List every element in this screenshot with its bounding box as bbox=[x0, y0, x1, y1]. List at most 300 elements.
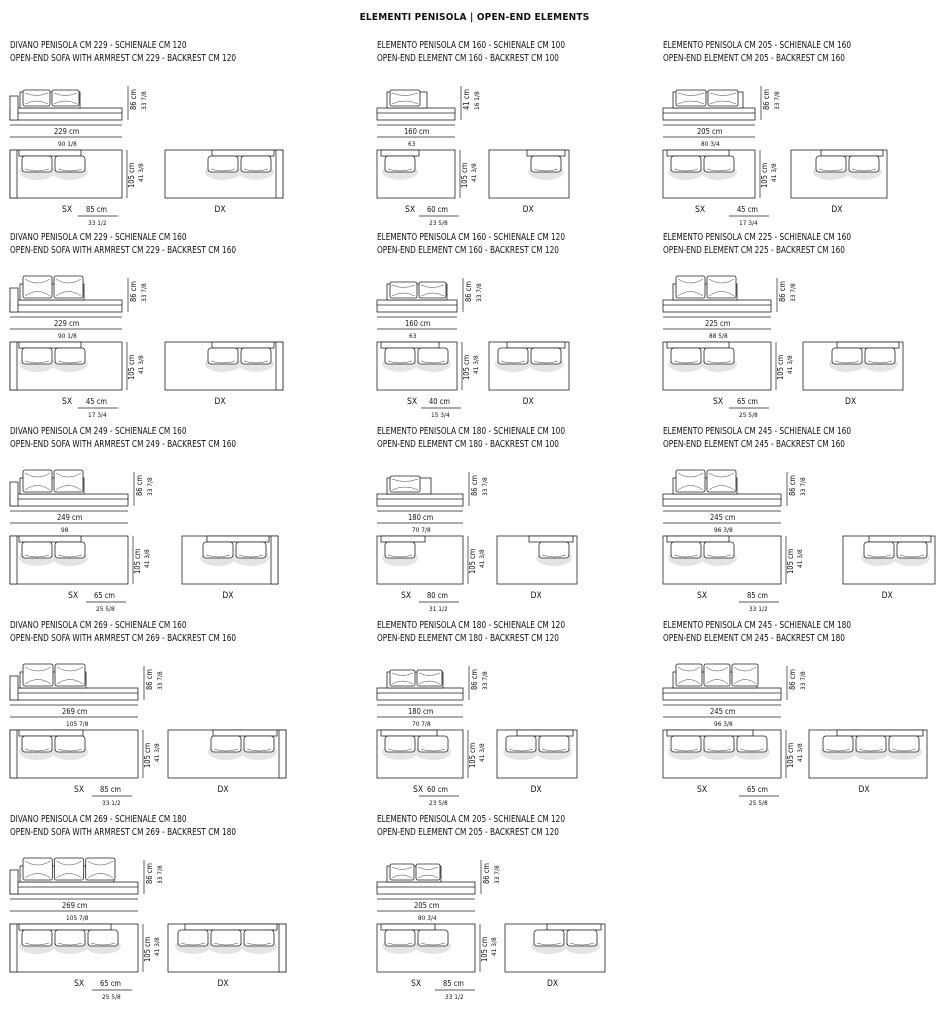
title-en: OPEN-END ELEMENT CM 160 - BACKREST CM 100 bbox=[377, 53, 559, 64]
plan-back bbox=[19, 536, 81, 542]
front-view bbox=[10, 470, 154, 534]
plan-back bbox=[212, 342, 274, 348]
title-en: OPEN-END ELEMENT CM 180 - BACKREST CM 120 bbox=[377, 633, 559, 644]
label-dx: DX bbox=[547, 979, 559, 989]
depth-in: 41 3/8 bbox=[153, 743, 161, 762]
plan-arm bbox=[276, 150, 283, 198]
peninsula-cm: 45 cm bbox=[737, 205, 759, 214]
depth-cm: 105 cm bbox=[468, 548, 477, 574]
seat-base bbox=[663, 300, 771, 312]
width-in: 105 7/8 bbox=[66, 720, 89, 728]
back-pillow bbox=[708, 90, 738, 106]
plan-sx bbox=[377, 150, 478, 198]
title-en: OPEN-END SOFA WITH ARMREST CM 229 - BACKREST CM 160 bbox=[10, 245, 237, 256]
sofa-drawing bbox=[10, 814, 310, 1010]
plan-arm bbox=[10, 924, 17, 972]
element-cell-245-160 bbox=[663, 426, 949, 622]
seat-base bbox=[663, 688, 781, 700]
plan-dx bbox=[803, 342, 903, 390]
width-in: 70 7/8 bbox=[412, 720, 431, 728]
depth-cm: 105 cm bbox=[127, 354, 136, 380]
label-dx: DX bbox=[217, 979, 229, 989]
sofa-drawing bbox=[663, 620, 949, 816]
back-pillow bbox=[52, 90, 79, 106]
depth-cm: 105 cm bbox=[460, 162, 469, 188]
title-it: DIVANO PENISOLA CM 249 - SCHIENALE CM 160 bbox=[10, 426, 187, 437]
peninsula-in: 33 1/2 bbox=[445, 993, 464, 1001]
height-in: 33 7/8 bbox=[146, 477, 154, 496]
width-in: 105 7/8 bbox=[66, 914, 89, 922]
sofa-drawing bbox=[377, 40, 677, 236]
label-sx: SX bbox=[407, 397, 418, 407]
back-pillow bbox=[390, 90, 420, 106]
depth-in: 41 3/8 bbox=[143, 549, 151, 568]
plan-arm bbox=[10, 730, 17, 778]
label-sx: SX bbox=[62, 205, 73, 215]
back-pillow bbox=[676, 90, 706, 106]
width-in: 90 1/8 bbox=[58, 332, 77, 340]
title-en: OPEN-END SOFA WITH ARMREST CM 269 - BACKREST CM 180 bbox=[10, 827, 237, 838]
plan-back bbox=[381, 924, 435, 930]
element-cell-225-160 bbox=[663, 232, 949, 428]
sofa-drawing bbox=[663, 40, 949, 236]
height-cm: 86 cm bbox=[762, 88, 771, 110]
label-dx: DX bbox=[214, 205, 226, 215]
front-view bbox=[10, 858, 164, 922]
width-in: 96 3/8 bbox=[714, 720, 733, 728]
plan-back bbox=[19, 150, 81, 156]
plan-back bbox=[821, 150, 883, 156]
width-cm: 205 cm bbox=[697, 127, 723, 136]
sofa-drawing bbox=[10, 232, 310, 428]
peninsula-cm: 85 cm bbox=[443, 979, 465, 988]
height-in: 33 7/8 bbox=[493, 865, 501, 884]
plan-back bbox=[212, 150, 274, 156]
plan-back bbox=[869, 536, 931, 542]
title-it: DIVANO PENISOLA CM 229 - SCHIENALE CM 120 bbox=[10, 40, 187, 51]
height-cm: 86 cm bbox=[464, 280, 473, 302]
width-cm: 245 cm bbox=[710, 707, 736, 716]
width-in: 63 bbox=[409, 332, 417, 340]
label-dx: DX bbox=[522, 397, 534, 407]
sofa-drawing bbox=[10, 620, 310, 816]
plan-arm bbox=[276, 342, 283, 390]
width-cm: 205 cm bbox=[414, 901, 440, 910]
label-sx: SX bbox=[713, 397, 724, 407]
armrest bbox=[10, 676, 18, 700]
height-in: 33 7/8 bbox=[799, 477, 807, 496]
front-view bbox=[10, 664, 164, 728]
label-dx: DX bbox=[858, 785, 870, 795]
title-en: OPEN-END ELEMENT CM 245 - BACKREST CM 180 bbox=[663, 633, 845, 644]
depth-in: 41 3/8 bbox=[472, 355, 480, 374]
plan-dx bbox=[843, 536, 935, 584]
sofa-drawing bbox=[377, 426, 677, 622]
label-dx: DX bbox=[530, 591, 542, 601]
height-in: 33 7/8 bbox=[481, 671, 489, 690]
label-sx: SX bbox=[695, 205, 706, 215]
label-dx: DX bbox=[831, 205, 843, 215]
peninsula-in: 15 3/4 bbox=[431, 411, 450, 419]
peninsula-cm: 65 cm bbox=[737, 397, 759, 406]
title-en: OPEN-END SOFA WITH ARMREST CM 229 - BACKREST CM 120 bbox=[10, 53, 237, 64]
element-cell-160-100 bbox=[377, 40, 677, 236]
width-cm: 249 cm bbox=[57, 513, 83, 522]
plan-dx bbox=[791, 150, 887, 198]
plan-dx bbox=[165, 342, 283, 390]
plan-sx bbox=[377, 730, 486, 778]
peninsula-cm: 60 cm bbox=[427, 785, 449, 794]
title-it: DIVANO PENISOLA CM 269 - SCHIENALE CM 160 bbox=[10, 620, 187, 631]
plan-dx bbox=[489, 342, 569, 390]
seat-base bbox=[377, 688, 463, 700]
depth-cm: 105 cm bbox=[468, 742, 477, 768]
peninsula-in: 25 5/8 bbox=[749, 799, 768, 807]
plan-sx bbox=[10, 342, 145, 390]
peninsula-in: 33 1/2 bbox=[102, 799, 121, 807]
plan-back bbox=[213, 730, 277, 736]
element-cell-180-100 bbox=[377, 426, 677, 622]
plan-back bbox=[185, 924, 277, 930]
height-cm: 86 cm bbox=[788, 668, 797, 690]
label-dx: DX bbox=[222, 591, 234, 601]
title-en: OPEN-END ELEMENT CM 205 - BACKREST CM 120 bbox=[377, 827, 559, 838]
armrest bbox=[10, 870, 18, 894]
peninsula-in: 23 5/8 bbox=[429, 799, 448, 807]
plan-arm bbox=[279, 924, 286, 972]
seat-base bbox=[377, 108, 455, 120]
seat-base bbox=[10, 494, 128, 506]
plan-arm bbox=[10, 150, 17, 198]
front-view bbox=[377, 278, 483, 340]
back-pillow bbox=[419, 282, 446, 298]
height-in: 33 7/8 bbox=[156, 671, 164, 690]
title-it: DIVANO PENISOLA CM 229 - SCHIENALE CM 160 bbox=[10, 232, 187, 243]
title-en: OPEN-END ELEMENT CM 245 - BACKREST CM 160 bbox=[663, 439, 845, 450]
width-cm: 180 cm bbox=[408, 513, 434, 522]
armrest bbox=[10, 482, 18, 506]
peninsula-cm: 85 cm bbox=[86, 205, 108, 214]
label-dx: DX bbox=[881, 591, 893, 601]
title-it: ELEMENTO PENISOLA CM 160 - SCHIENALE CM 120 bbox=[377, 232, 566, 243]
height-cm: 86 cm bbox=[145, 862, 154, 884]
label-sx: SX bbox=[697, 785, 708, 795]
label-sx: SX bbox=[405, 205, 416, 215]
title-it: ELEMENTO PENISOLA CM 245 - SCHIENALE CM 160 bbox=[663, 426, 852, 437]
width-in: 96 3/8 bbox=[714, 526, 733, 534]
width-in: 98 bbox=[61, 526, 69, 534]
label-dx: DX bbox=[217, 785, 229, 795]
label-sx: SX bbox=[68, 591, 79, 601]
plan-arm bbox=[271, 536, 278, 584]
plan-back bbox=[667, 342, 729, 348]
width-in: 88 5/8 bbox=[709, 332, 728, 340]
peninsula-in: 17 3/4 bbox=[739, 219, 758, 227]
back-pillow bbox=[23, 90, 50, 106]
plan-back bbox=[529, 536, 573, 542]
title-en: OPEN-END SOFA WITH ARMREST CM 249 - BACKREST CM 160 bbox=[10, 439, 237, 450]
plan-sx bbox=[10, 730, 161, 778]
width-cm: 245 cm bbox=[710, 513, 736, 522]
plan-dx bbox=[505, 924, 605, 972]
width-cm: 269 cm bbox=[62, 707, 88, 716]
front-view bbox=[377, 86, 481, 148]
sofa-drawing bbox=[377, 232, 677, 428]
front-view bbox=[377, 860, 501, 922]
plan-back bbox=[381, 536, 425, 542]
depth-in: 41 3/8 bbox=[470, 163, 478, 182]
title-en: OPEN-END SOFA WITH ARMREST CM 269 - BACKREST CM 160 bbox=[10, 633, 237, 644]
height-cm: 86 cm bbox=[470, 474, 479, 496]
depth-in: 41 3/8 bbox=[153, 937, 161, 956]
plan-arm bbox=[279, 730, 286, 778]
plan-back bbox=[381, 342, 439, 348]
width-cm: 269 cm bbox=[62, 901, 88, 910]
sofa-drawing bbox=[663, 232, 949, 428]
label-dx: DX bbox=[530, 785, 542, 795]
seat-base bbox=[377, 494, 463, 506]
height-cm: 41 cm bbox=[462, 88, 471, 110]
plan-dx bbox=[809, 730, 927, 778]
plan-dx bbox=[168, 730, 286, 778]
height-cm: 86 cm bbox=[129, 88, 138, 110]
front-view bbox=[377, 666, 489, 728]
depth-cm: 105 cm bbox=[462, 354, 471, 380]
plan-back bbox=[667, 150, 729, 156]
peninsula-in: 33 1/2 bbox=[88, 219, 107, 227]
depth-in: 41 3/8 bbox=[478, 549, 486, 568]
plan-sx bbox=[377, 536, 486, 584]
width-cm: 160 cm bbox=[405, 319, 431, 328]
peninsula-cm: 65 cm bbox=[94, 591, 116, 600]
plan-back bbox=[507, 342, 565, 348]
plan-back bbox=[19, 730, 83, 736]
title-it: DIVANO PENISOLA CM 269 - SCHIENALE CM 180 bbox=[10, 814, 187, 825]
front-view bbox=[663, 470, 807, 534]
element-cell-180-120 bbox=[377, 620, 677, 816]
label-dx: DX bbox=[845, 397, 857, 407]
element-cell-205-160 bbox=[663, 40, 949, 236]
title-it: ELEMENTO PENISOLA CM 245 - SCHIENALE CM 180 bbox=[663, 620, 852, 631]
sofa-cell-229-160 bbox=[10, 232, 310, 428]
element-cell-205-120 bbox=[377, 814, 677, 1010]
depth-in: 41 3/8 bbox=[770, 163, 778, 182]
front-view bbox=[663, 86, 781, 148]
width-in: 70 7/8 bbox=[412, 526, 431, 534]
plan-sx bbox=[10, 924, 161, 972]
height-in: 33 7/8 bbox=[140, 91, 148, 110]
plan-back bbox=[517, 730, 573, 736]
plan-dx bbox=[165, 150, 283, 198]
title-it: ELEMENTO PENISOLA CM 180 - SCHIENALE CM 120 bbox=[377, 620, 566, 631]
sofa-cell-249-160 bbox=[10, 426, 310, 622]
height-cm: 86 cm bbox=[145, 668, 154, 690]
height-in: 33 7/8 bbox=[156, 865, 164, 884]
title-en: OPEN-END ELEMENT CM 160 - BACKREST CM 120 bbox=[377, 245, 559, 256]
plan-back bbox=[547, 924, 601, 930]
seat-base bbox=[10, 688, 138, 700]
width-cm: 160 cm bbox=[404, 127, 430, 136]
plan-back bbox=[19, 924, 111, 930]
height-cm: 86 cm bbox=[470, 668, 479, 690]
seat-base bbox=[10, 882, 138, 894]
plan-dx bbox=[497, 730, 577, 778]
sofa-drawing bbox=[377, 814, 677, 1010]
back-pillow bbox=[416, 864, 440, 880]
element-cell-160-120 bbox=[377, 232, 677, 428]
plan-back bbox=[667, 536, 729, 542]
peninsula-cm: 65 cm bbox=[747, 785, 769, 794]
title-en: OPEN-END ELEMENT CM 205 - BACKREST CM 160 bbox=[663, 53, 845, 64]
plan-sx bbox=[663, 342, 794, 390]
label-sx: SX bbox=[62, 397, 73, 407]
depth-in: 41 3/8 bbox=[478, 743, 486, 762]
sofa-cell-229-120 bbox=[10, 40, 310, 236]
plan-back bbox=[19, 342, 81, 348]
height-cm: 86 cm bbox=[129, 280, 138, 302]
peninsula-cm: 85 cm bbox=[100, 785, 122, 794]
seat-base bbox=[377, 300, 457, 312]
title-it: ELEMENTO PENISOLA CM 205 - SCHIENALE CM 160 bbox=[663, 40, 852, 51]
label-sx: SX bbox=[74, 979, 85, 989]
peninsula-cm: 85 cm bbox=[747, 591, 769, 600]
label-sx: SX bbox=[74, 785, 85, 795]
depth-cm: 105 cm bbox=[127, 162, 136, 188]
plan-dx bbox=[497, 536, 577, 584]
plan-back bbox=[527, 150, 565, 156]
back-pillow bbox=[390, 282, 417, 298]
depth-cm: 105 cm bbox=[143, 936, 152, 962]
plan-back bbox=[207, 536, 269, 542]
plan-sx bbox=[377, 924, 498, 972]
plan-dx bbox=[489, 150, 569, 198]
depth-cm: 105 cm bbox=[133, 548, 142, 574]
plan-dx bbox=[168, 924, 286, 972]
plan-sx bbox=[10, 150, 145, 198]
title-it: ELEMENTO PENISOLA CM 205 - SCHIENALE CM 120 bbox=[377, 814, 566, 825]
depth-in: 41 3/8 bbox=[490, 937, 498, 956]
plan-sx bbox=[377, 342, 480, 390]
plan-back bbox=[381, 150, 419, 156]
peninsula-in: 25 5/8 bbox=[739, 411, 758, 419]
peninsula-in: 25 5/8 bbox=[102, 993, 121, 1001]
width-in: 80 3/4 bbox=[701, 140, 720, 148]
height-cm: 86 cm bbox=[788, 474, 797, 496]
plan-sx bbox=[663, 150, 778, 198]
width-in: 80 3/4 bbox=[418, 914, 437, 922]
seat-base bbox=[663, 494, 781, 506]
plan-back bbox=[837, 342, 899, 348]
height-cm: 86 cm bbox=[135, 474, 144, 496]
peninsula-cm: 40 cm bbox=[429, 397, 451, 406]
front-view bbox=[10, 86, 148, 148]
armrest bbox=[10, 288, 18, 312]
sofa-drawing bbox=[10, 426, 310, 622]
element-cell-245-180 bbox=[663, 620, 949, 816]
front-view bbox=[377, 472, 489, 534]
depth-in: 41 3/8 bbox=[796, 743, 804, 762]
front-view bbox=[663, 276, 797, 340]
width-in: 63 bbox=[408, 140, 416, 148]
depth-cm: 105 cm bbox=[760, 162, 769, 188]
peninsula-in: 23 5/8 bbox=[429, 219, 448, 227]
seat-base bbox=[10, 108, 122, 120]
plan-sx bbox=[663, 730, 804, 778]
peninsula-in: 31 1/2 bbox=[429, 605, 448, 613]
width-cm: 229 cm bbox=[54, 319, 80, 328]
plan-sx bbox=[663, 536, 804, 584]
label-sx: SX bbox=[411, 979, 422, 989]
height-cm: 86 cm bbox=[482, 862, 491, 884]
label-sx: SX bbox=[697, 591, 708, 601]
plan-back bbox=[837, 730, 923, 736]
height-in: 16 1/8 bbox=[473, 91, 481, 110]
label-dx: DX bbox=[214, 397, 226, 407]
peninsula-cm: 60 cm bbox=[427, 205, 449, 214]
armrest bbox=[10, 96, 18, 120]
height-in: 33 7/8 bbox=[140, 283, 148, 302]
back-pillow bbox=[390, 864, 414, 880]
width-cm: 180 cm bbox=[408, 707, 434, 716]
depth-cm: 105 cm bbox=[786, 548, 795, 574]
width-in: 90 1/8 bbox=[58, 140, 77, 148]
front-view bbox=[10, 276, 148, 340]
depth-cm: 105 cm bbox=[776, 354, 785, 380]
sofa-cell-269-180 bbox=[10, 814, 310, 1010]
height-cm: 86 cm bbox=[778, 280, 787, 302]
height-in: 33 7/8 bbox=[789, 283, 797, 302]
title-it: ELEMENTO PENISOLA CM 180 - SCHIENALE CM 100 bbox=[377, 426, 566, 437]
plan-sx bbox=[10, 536, 151, 584]
plan-back bbox=[381, 730, 437, 736]
back-pillow bbox=[417, 670, 442, 686]
sofa-drawing bbox=[10, 40, 310, 236]
seat-base bbox=[10, 300, 122, 312]
front-view bbox=[663, 664, 807, 728]
sofa-drawing bbox=[377, 620, 677, 816]
label-dx: DX bbox=[522, 205, 534, 215]
depth-in: 41 3/8 bbox=[137, 163, 145, 182]
depth-in: 41 3/8 bbox=[796, 549, 804, 568]
height-in: 33 7/8 bbox=[481, 477, 489, 496]
peninsula-cm: 45 cm bbox=[86, 397, 108, 406]
label-sx: SX bbox=[401, 591, 412, 601]
depth-cm: 105 cm bbox=[480, 936, 489, 962]
plan-arm bbox=[10, 342, 17, 390]
peninsula-in: 25 5/8 bbox=[96, 605, 115, 613]
peninsula-cm: 80 cm bbox=[427, 591, 449, 600]
depth-in: 41 3/8 bbox=[786, 355, 794, 374]
width-cm: 225 cm bbox=[705, 319, 731, 328]
height-in: 33 7/8 bbox=[773, 91, 781, 110]
seat-base bbox=[663, 108, 755, 120]
width-cm: 229 cm bbox=[54, 127, 80, 136]
plan-dx bbox=[182, 536, 278, 584]
title-it: ELEMENTO PENISOLA CM 225 - SCHIENALE CM 160 bbox=[663, 232, 852, 243]
peninsula-in: 17 3/4 bbox=[88, 411, 107, 419]
height-in: 33 7/8 bbox=[475, 283, 483, 302]
peninsula-cm: 65 cm bbox=[100, 979, 122, 988]
depth-cm: 105 cm bbox=[786, 742, 795, 768]
depth-cm: 105 cm bbox=[143, 742, 152, 768]
depth-in: 41 3/8 bbox=[137, 355, 145, 374]
title-en: OPEN-END ELEMENT CM 225 - BACKREST CM 160 bbox=[663, 245, 845, 256]
title-it: ELEMENTO PENISOLA CM 160 - SCHIENALE CM 100 bbox=[377, 40, 566, 51]
sofa-cell-269-160 bbox=[10, 620, 310, 816]
sofa-drawing bbox=[663, 426, 949, 622]
back-pillow bbox=[390, 670, 415, 686]
seat-base bbox=[377, 882, 475, 894]
